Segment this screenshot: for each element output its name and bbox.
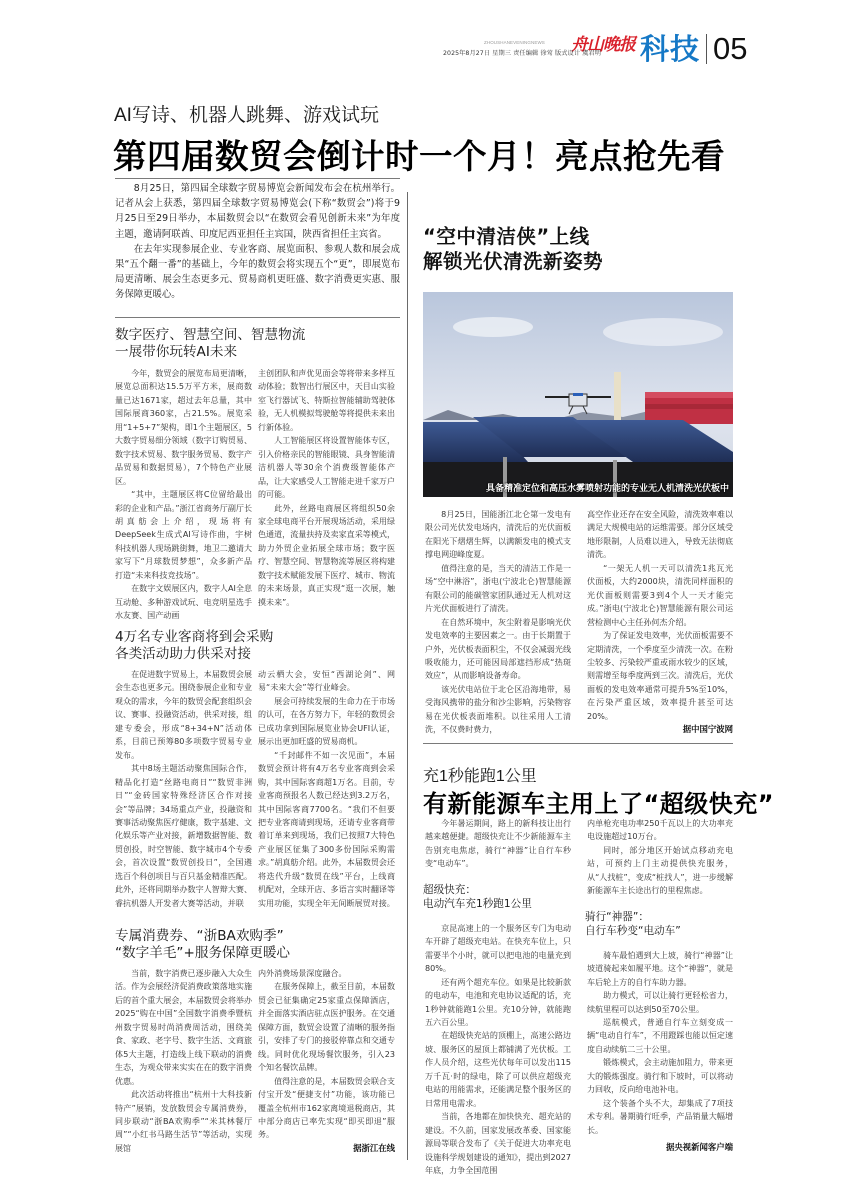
story1-lead (115, 181, 400, 303)
paragraph: 值得注意的是，当天的清洁工作是一场“空中淋浴”，浙电(宁波北仑)智慧能源有限公司的能碳管家团队通过无人机对这片光伏面板进行了清洗。 (425, 563, 571, 614)
subhead-line: 数字医疗、智慧空间、智慧物流 (115, 327, 306, 343)
story2-headline (423, 224, 603, 274)
paragraph: 今年暑运期间，路上的新科技让出行越来越便捷。超级快充让不少新能源车主告别充电焦虑，骑行“神器”让自行车秒变“电动车”。 (425, 819, 571, 869)
subhead-line: 自行车秒变“电动车” (585, 924, 681, 937)
story3-subhead1 (423, 883, 571, 911)
subhead-line: “数字羊毛”+服务保障更暖心 (115, 945, 291, 961)
header-divider (706, 34, 707, 64)
section-title: 科技 (640, 32, 701, 66)
story2-source: 据中国宁波网 (682, 724, 733, 735)
section3-col-a (115, 967, 252, 1155)
paragraph: 同时，部分地区开始试点移动充电站，可预约上门主动提供快充服务，从“人找桩”，变成“桩找人”，进一步缓解新能源车主长途出行的里程焦虑。 (587, 845, 733, 896)
subhead-line: 4万名专业客商将到会采购 (115, 629, 274, 645)
paragraph: 动云栖大会，安恒“西湖论剑”、网易“未来大会”等行业峰会。 (258, 670, 395, 693)
page-meta: 2025年8月27日 星期三 责任编辑 徐莺 版式设计 虞君明 (443, 50, 602, 57)
page-number: 05 (713, 31, 748, 66)
headline-line: “空中清洁侠”上线 (423, 225, 590, 248)
story3-subhead2 (585, 910, 733, 938)
subhead-line: 电动汽车充1秒跑1公里 (423, 897, 532, 910)
section1-col-a (115, 367, 252, 623)
section1-subhead (115, 327, 405, 361)
drone-photo (423, 292, 733, 497)
paragraph: 还有两个超充车位。如果是比较新款的电动车，电池和充电协议适配的话，充1秒钟就能跑1公里。充10分钟，就能跑五六百公里。 (425, 977, 571, 1027)
lead-paragraph: 在去年实现参展企业、专业客商、展览面积、参观人数和展会成果“五个翻一番”的基础上，今年的数贸会将实现五个“更”，即展览布局更清晰、展会生态更多元、贸易商机更旺盛、数字消费更实惠、服务保障更暖心。 (115, 243, 400, 301)
section3-subhead (115, 928, 405, 962)
paragraph: 主创团队和声优见面会等将带来多样互动体验；数智出行展区中，天目山实验室飞行器试飞、特斯拉智能辅助驾驶体验，无人机模拟驾驶舱等将提供未来出行新体验。 (258, 369, 395, 432)
paragraph: 在服务保障上，截至目前，本届数贸会已征集确定25家重点保障酒店，并全面落实酒店驻点医护服务。在交通保障方面，数贸会设置了清晰的服务指引，安排了专门的接驳停靠点和交通专线。同时优化现场餐饮服务，引入23个知名餐饮品牌。 (258, 982, 395, 1073)
story2-col-a (425, 508, 571, 737)
subhead-line: 专属消费券、“浙BA欢购季” (115, 928, 284, 944)
paragraph: 此外，丝路电商展区将组织50余家全球电商平台开展现场活动，采用绿色通道，流量扶持及卖家直采等模式，助力外贸企业拓展全球市场；数字医疗、智慧空间、智慧物流等展区将构建数字技术赋能发展下医疗、城市、物流的未来场景，真正实现“逛一次展，触摸未来”。 (258, 503, 395, 607)
section1-col-b (258, 367, 395, 609)
story3-col-b (587, 817, 733, 1155)
paper-logo: 舟山晚报 (571, 35, 635, 55)
paragraph: 这个装备个头不大，却集成了7项技术专利。暑期骑行旺季，产品销量大幅增长。 (587, 1098, 733, 1135)
section2-subhead (115, 629, 405, 663)
story1-headline: 第四届数贸会倒计时一个月！亮点抢先看 (113, 137, 725, 176)
photo-caption: 具备精准定位和高压水雾喷射功能的专业无人机清洗光伏板中 (485, 484, 729, 494)
paragraph: 在促进数字贸易上，本届数贸会展会生态也更多元。围绕参展企业和专业观众的需求，今年的数贸会配套组织会议、赛事、投融资活动，供采对接，组建专委会，形成“8+34+N”活动体系，目前已预筹80多项数字贸易专业发布。 (115, 670, 252, 760)
paragraph: 巡航模式，普通自行车立刻变成一辆“电动自行车”，不用蹬踩也能以恒定速度自动续航二三十公里。 (587, 1017, 733, 1054)
section3-col-b (258, 967, 395, 1155)
paragraph: 值得注意的是，本届数贸会联合支付宝开发“便捷支付”功能，该功能已覆盖全杭州市162家离境退税商店，其中部分商店已率先实现“即买即退”服务。 (258, 1076, 395, 1140)
subhead-line: 超级快充： (423, 883, 476, 896)
paragraph: 京昆高速上的一个服务区专门为电动车开辟了超级充电站。在快充车位上，只需要半个小时，就可以把电池的电量充到80%。 (425, 923, 571, 974)
paragraph: 在数字文娱展区内，数字人AI全息互动舱、多种游戏试玩、电竞明星选手水友赛、国产动画 (115, 584, 252, 621)
story1-kicker: AI写诗、机器人跳舞、游戏试玩 (114, 105, 379, 126)
story3-source: 据央视新闻客户端 (666, 1142, 733, 1153)
paragraph: 在自然环境中，灰尘附着是影响光伏发电效率的主要因素之一。由于长期置于户外，光伏板表面积尘，不仅会减弱光线吸收能力，还可能因局部遮挡形成“热斑效应”，从而影响设备寿命。 (425, 617, 571, 681)
story3-col-a (425, 817, 571, 1177)
column-divider (407, 192, 408, 1160)
drone-solar-image (423, 292, 733, 497)
paragraph: “千封邮件不如一次见面”，本届数贸会预计将有4万名专业客商到会采购，其中国际客商超1万名。目前，专业客商预报名人数已经达到3.2万名，其中国际客商7700名。“我们不但要把专业客商请到现场，还请专业客商带着订单来到现场，我们已按照7大特色产业展区征集了300多份国际采购需求。”胡真舫介绍。此外，本届数贸会还将迭代升级“数贸在线”平台，上线商机配对，全球开店、多语言实时翻译等实用功能，实现全年无间断展贸对接。 (258, 750, 395, 908)
section2-col-a (115, 668, 252, 910)
story3-kicker: 充1秒能跑1公里 (423, 768, 537, 785)
paragraph: 当前，各地都在加快快充、超充站的建设。不久前，国家发展改革委、国家能源局等联合发布了《关于促进大功率充电设施科学规划建设的通知》，提出到2027年底，力争全国范围 (425, 1112, 571, 1175)
subhead-line: 骑行“神器”： (585, 910, 649, 923)
paragraph: 8月25日，国能浙江北仑第一发电有限公司光伏发电场内，清洗后的光伏面板在阳光下熠熠生辉，以满额发电的模式支撑电网迎峰度夏。 (425, 510, 571, 560)
paragraph: 当前，数字消费已逐步融入大众生活。作为会展经济促消费政策落地实施后的首个重大展会，本届数贸会将举办2025“购在中国”全国数字消费季暨杭州数字贸易时尚消费周活动，围绕美食、家政、老字号、数字生活、文商旅体5大主题，打造线上线下联动的消费生态，为观众带来实实在在的数字消费优惠。 (115, 969, 252, 1086)
paragraph: 高空作业还存在安全风险，清洗效率难以满足大规模电站的运维需要。部分区域受地形限制，人员难以进入，导致无法彻底清洗。 (587, 510, 733, 560)
story3-headline: 有新能源车主用上了“超级快充” (423, 790, 775, 818)
section2-col-b (258, 668, 395, 910)
story-divider (423, 743, 733, 744)
paragraph: 为了保证发电效率，光伏面板需要不定期清洗，一个季度至少清洗一次。在粉尘较多、污染较严重或雨水较少的区域，则需增至每季度两到三次。清洗后，光伏面板的发电效率通常可提升5%至10%，在污染严重区域，效率提升甚至可达20%。 (587, 631, 733, 721)
story2-col-b (587, 508, 733, 737)
paragraph: 今年，数贸会的展览布局更清晰，展览总面积达15.5万平方米，展商数量已达1671家，超过去年总量，其中国际展商360家，占21.5%。展览采用“1+5+7”架构，即1个主题展区，5大数字贸易细分领域（数字订购贸易、数字技术贸易、数字服务贸易、数字产品贸易和数据贸易），7个特色产业展区。 (115, 369, 252, 486)
paragraph: 内单枪充电功率250千瓦以上的大功率充电设施超过10万台。 (587, 819, 733, 842)
subhead-line: 各类活动助力供采对接 (115, 646, 251, 662)
subhead-line: 一展带你玩转AI未来 (115, 344, 238, 360)
paragraph: “一架无人机一天可以清洗1兆瓦光伏面板，大约2000块，清洗同样面积的光伏面板则需要3到4个人一天才能完成。”浙电(宁波北仑)智慧能源有限公司运营检测中心主任孙何杰介绍。 (587, 563, 733, 627)
paragraph: 人工智能展区将设置智能体专区，引入价格亲民的智能眼镜、具身智能清洁机器人等30余个消费级智能体产品，让大家感受人工智能走进千家万户的可能。 (258, 436, 395, 500)
lead-bottom-rule (115, 317, 400, 318)
paragraph: 展会可持续发展的生命力在于市场的认可，在各方努力下，年轻的数贸会已成功拿到国际展览业协会UFI认证，展示出更加旺盛的贸易商机。 (258, 696, 395, 747)
paragraph: 其中8场主题活动聚焦国际合作，精品化打造“丝路电商日”“数贸非洲日”“金砖国家特殊经济区合作对接会”等品牌；34场重点产业，投融资和赛事活动聚焦医疗健康，数字基建、文化娱乐等产业对接，新增数据智能、数贸创投，时空智能、数字城市4个专委会，首次设置“数贸创投日”，全国遴选百个科创项目与百只基金精准匹配。此外，还将同期举办数字人智辩大赛、睿抗机器人开发者大赛等活动，并联 (115, 764, 252, 908)
story1-source: 据浙江在线 (353, 1142, 395, 1153)
paragraph: “其中，主题展区将C位留给最出彩的企业和产品。”浙江省商务厅副厅长胡真舫会上介绍，现场将有DeepSeek生成式AI写诗作曲，宇树科技机器人现场跳街舞，地卫二邀请大家写下“月球数贸梦想”，众多新产品打造“未来科技竞技场”。 (115, 490, 252, 580)
paper-name-english: ZHOUSHANEVENINGNEWS (484, 40, 545, 45)
paragraph: 助力模式，可以让骑行更轻松省力，续航里程可以达到50至70公里。 (587, 991, 733, 1014)
paragraph: 此次活动将推出“杭州十大科技新特产”展销，发放数贸会专属消费券，同步联动“浙BA欢购季”“米其林餐厅周”“小红书马路生活节”等活动，实现展馆 (115, 1090, 252, 1153)
paragraph: 该光伏电站位于北仑区沿海地带，易受海风携带的盐分和沙尘影响，污染物容易在光伏板表面堆积。以往采用人工清洗，不仅费时费力， (425, 684, 571, 735)
paragraph: 在超级快充站的顶棚上，高速公路边坡、服务区的屋顶上都铺满了光伏板。工作人员介绍，这些光伏每年可以发出115万千瓦·时的绿电，除了可以供应超级充电站的用能需求，还能满足整个服务区的日常用电需求。 (425, 1031, 571, 1108)
paragraph: 骑车最怕遇到大上坡，骑行“神器”让坡道骑起来如履平地。这个“神器”，就是车后轮上方的自行车助力器。 (587, 950, 733, 987)
lead-top-rule (115, 178, 400, 179)
paragraph: 锻炼模式，会主动施加阻力，带来更大的锻炼强度。骑行和下坡时，可以将动力回收，反向给电池补电。 (587, 1058, 733, 1095)
lead-paragraph: 8月25日，第四届全球数字贸易博览会新闻发布会在杭州举行。记者从会上获悉，第四届全球数字贸易博览会(下称“数贸会”)将于9月25日至29日举办，本届数贸会以“在数贸会看见创新未来”为年度主题，邀请阿联酋、印度尼西亚担任主宾国，陕西省担任主宾省。 (115, 183, 400, 240)
paragraph: 内外消费场景深度融合。 (258, 969, 347, 978)
headline-line: 解锁光伏清洗新姿势 (423, 250, 604, 273)
